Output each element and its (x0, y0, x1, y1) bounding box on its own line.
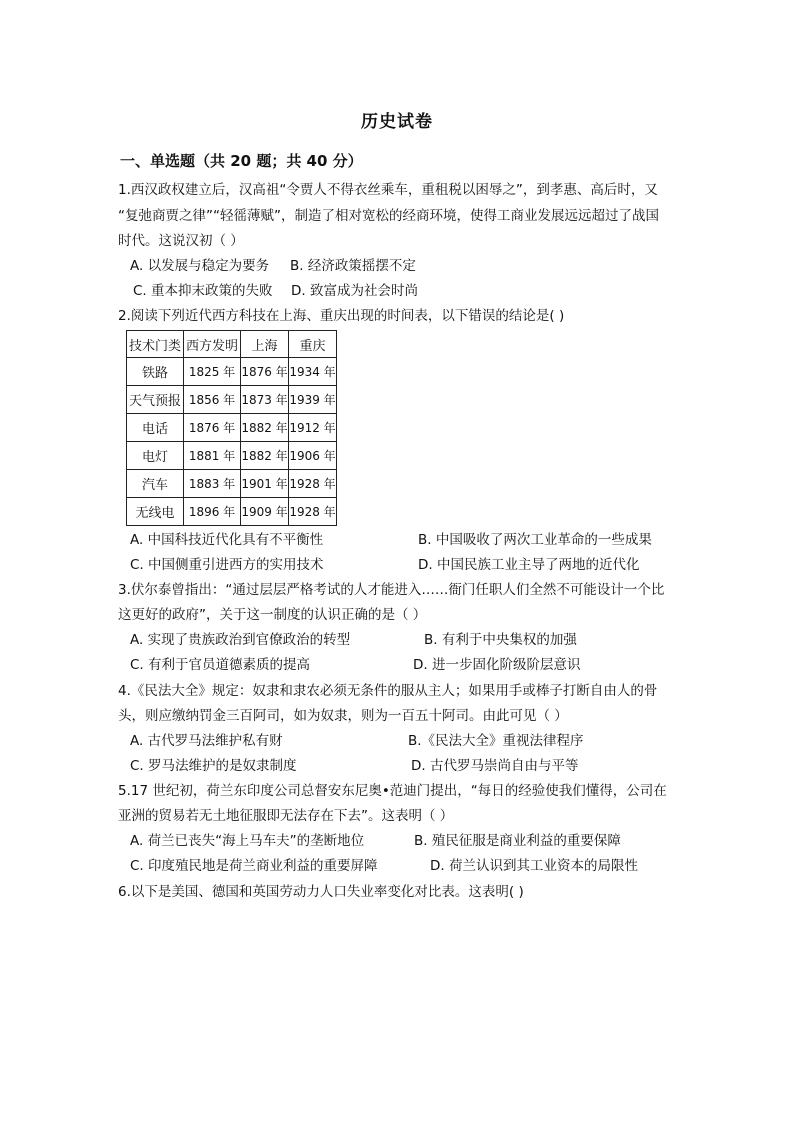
question-1-option-b: B. 经济政策摇摆不定 (290, 258, 416, 274)
table-cell: 1876 年 (241, 358, 289, 386)
table-cell: 1912 年 (289, 414, 337, 442)
question-1-line-3: 时代。这说汉初（ ） (118, 233, 244, 249)
question-2-option-c: C. 中国侧重引进西方的实用技术 (130, 557, 324, 573)
question-4-option-a: A. 古代罗马法维护私有财 (130, 733, 283, 749)
question-5-option-d: D. 荷兰认识到其工业资本的局限性 (430, 858, 638, 874)
table-cell: 1928 年 (289, 498, 337, 526)
technology-table (126, 330, 337, 526)
table-cell: 铁路 (127, 358, 184, 386)
table-cell: 电话 (127, 414, 184, 442)
question-3-option-c: C. 有利于官员道德素质的提高 (130, 657, 311, 673)
question-1-option-c: C. 重本抑末政策的失败 (133, 283, 273, 299)
table-cell: 1928 年 (289, 470, 337, 498)
table-cell: 1896 年 (184, 498, 241, 526)
table-row (127, 386, 337, 414)
question-4-line-1: 4.《民法大全》规定：奴隶和隶农必须无条件的服从主人；如果用手或棒子打断自由人的骨 (118, 683, 658, 699)
table-row (127, 442, 337, 470)
question-2-option-a: A. 中国科技近代化具有不平衡性 (130, 532, 324, 548)
question-3-line-2: 这更好的政府”，关于这一制度的认识正确的是（ ） (118, 607, 427, 623)
section-heading: 一、单选题（共 20 题；共 40 分） (120, 152, 363, 170)
question-4-option-d: D. 古代罗马崇尚自由与平等 (411, 758, 579, 774)
question-5-line-2: 亚洲的贸易若无土地征服即无法存在下去”。这表明（ ） (118, 808, 454, 824)
question-1-option-a: A. 以发展与稳定为要务 (130, 258, 270, 274)
question-5-option-a: A. 荷兰已丧失“海上马车夫”的垄断地位 (130, 833, 365, 849)
table-cell: 1881 年 (184, 442, 241, 470)
table-cell: 1825 年 (184, 358, 241, 386)
table-cell: 无线电 (127, 498, 184, 526)
table-row (127, 498, 337, 526)
question-3-option-a: A. 实现了贵族政治到官僚政治的转型 (130, 632, 351, 648)
question-3-line-1: 3.伏尔泰曾指出：“通过层层严格考试的人才能进入……衙门任职人们全然不可能设计一个比 (118, 582, 665, 598)
table-cell: 1906 年 (289, 442, 337, 470)
table-row (127, 358, 337, 386)
question-4-line-2: 头，则应缴纳罚金三百阿司，如为奴隶，则为一百五十阿司。由此可见（ ） (118, 708, 568, 724)
page-title: 历史试卷 (361, 112, 433, 132)
table-header: 西方发明 (184, 331, 241, 358)
question-2-option-b: B. 中国吸收了两次工业革命的一些成果 (418, 532, 652, 548)
table-cell: 1934 年 (289, 358, 337, 386)
question-4-option-c: C. 罗马法维护的是奴隶制度 (130, 758, 297, 774)
table-cell: 1873 年 (241, 386, 289, 414)
table-cell: 1883 年 (184, 470, 241, 498)
table-header: 技术门类 (127, 331, 184, 358)
table-cell: 1876 年 (184, 414, 241, 442)
question-3-option-b: B. 有利于中央集权的加强 (424, 632, 577, 648)
table-cell: 电灯 (127, 442, 184, 470)
table-cell: 1939 年 (289, 386, 337, 414)
table-row (127, 414, 337, 442)
table-cell: 1856 年 (184, 386, 241, 414)
question-2-line-1: 2.阅读下列近代西方科技在上海、重庆出现的时间表，以下错误的结论是( ) (118, 308, 565, 324)
question-2-option-d: D. 中国民族工业主导了两地的近代化 (418, 557, 640, 573)
question-1-line-2: “复弛商贾之律”“轻徭薄赋”，制造了相对宽松的经商环境，使得工商业发展远远超过了战国 (118, 208, 659, 224)
question-5-line-1: 5.17 世纪初，荷兰东印度公司总督安东尼奥•范迪门提出，“每日的经验使我们懂得，公司在 (118, 783, 667, 799)
table-header-row (127, 331, 337, 358)
table-row (127, 470, 337, 498)
question-5-option-b: B. 殖民征服是商业利益的重要保障 (414, 833, 621, 849)
table-cell: 1901 年 (241, 470, 289, 498)
question-1-option-d: D. 致富成为社会时尚 (291, 283, 418, 299)
table-cell: 1882 年 (241, 442, 289, 470)
question-3-option-d: D. 进一步固化阶级阶层意识 (413, 657, 581, 673)
question-6-line-1: 6.以下是美国、德国和英国劳动力人口失业率变化对比表。这表明( ) (118, 884, 524, 900)
table-cell: 天气预报 (127, 386, 184, 414)
table-cell: 汽车 (127, 470, 184, 498)
table-cell: 1909 年 (241, 498, 289, 526)
table-header: 重庆 (289, 331, 337, 358)
question-5-option-c: C. 印度殖民地是荷兰商业利益的重要屏障 (130, 858, 378, 874)
table-header: 上海 (241, 331, 289, 358)
question-4-option-b: B.《民法大全》重视法律程序 (408, 733, 584, 749)
table-cell: 1882 年 (241, 414, 289, 442)
question-1-line-1: 1.西汉政权建立后，汉高祖“令贾人不得衣丝乘车，重租税以困辱之”，到孝惠、高后时，又 (118, 182, 658, 198)
